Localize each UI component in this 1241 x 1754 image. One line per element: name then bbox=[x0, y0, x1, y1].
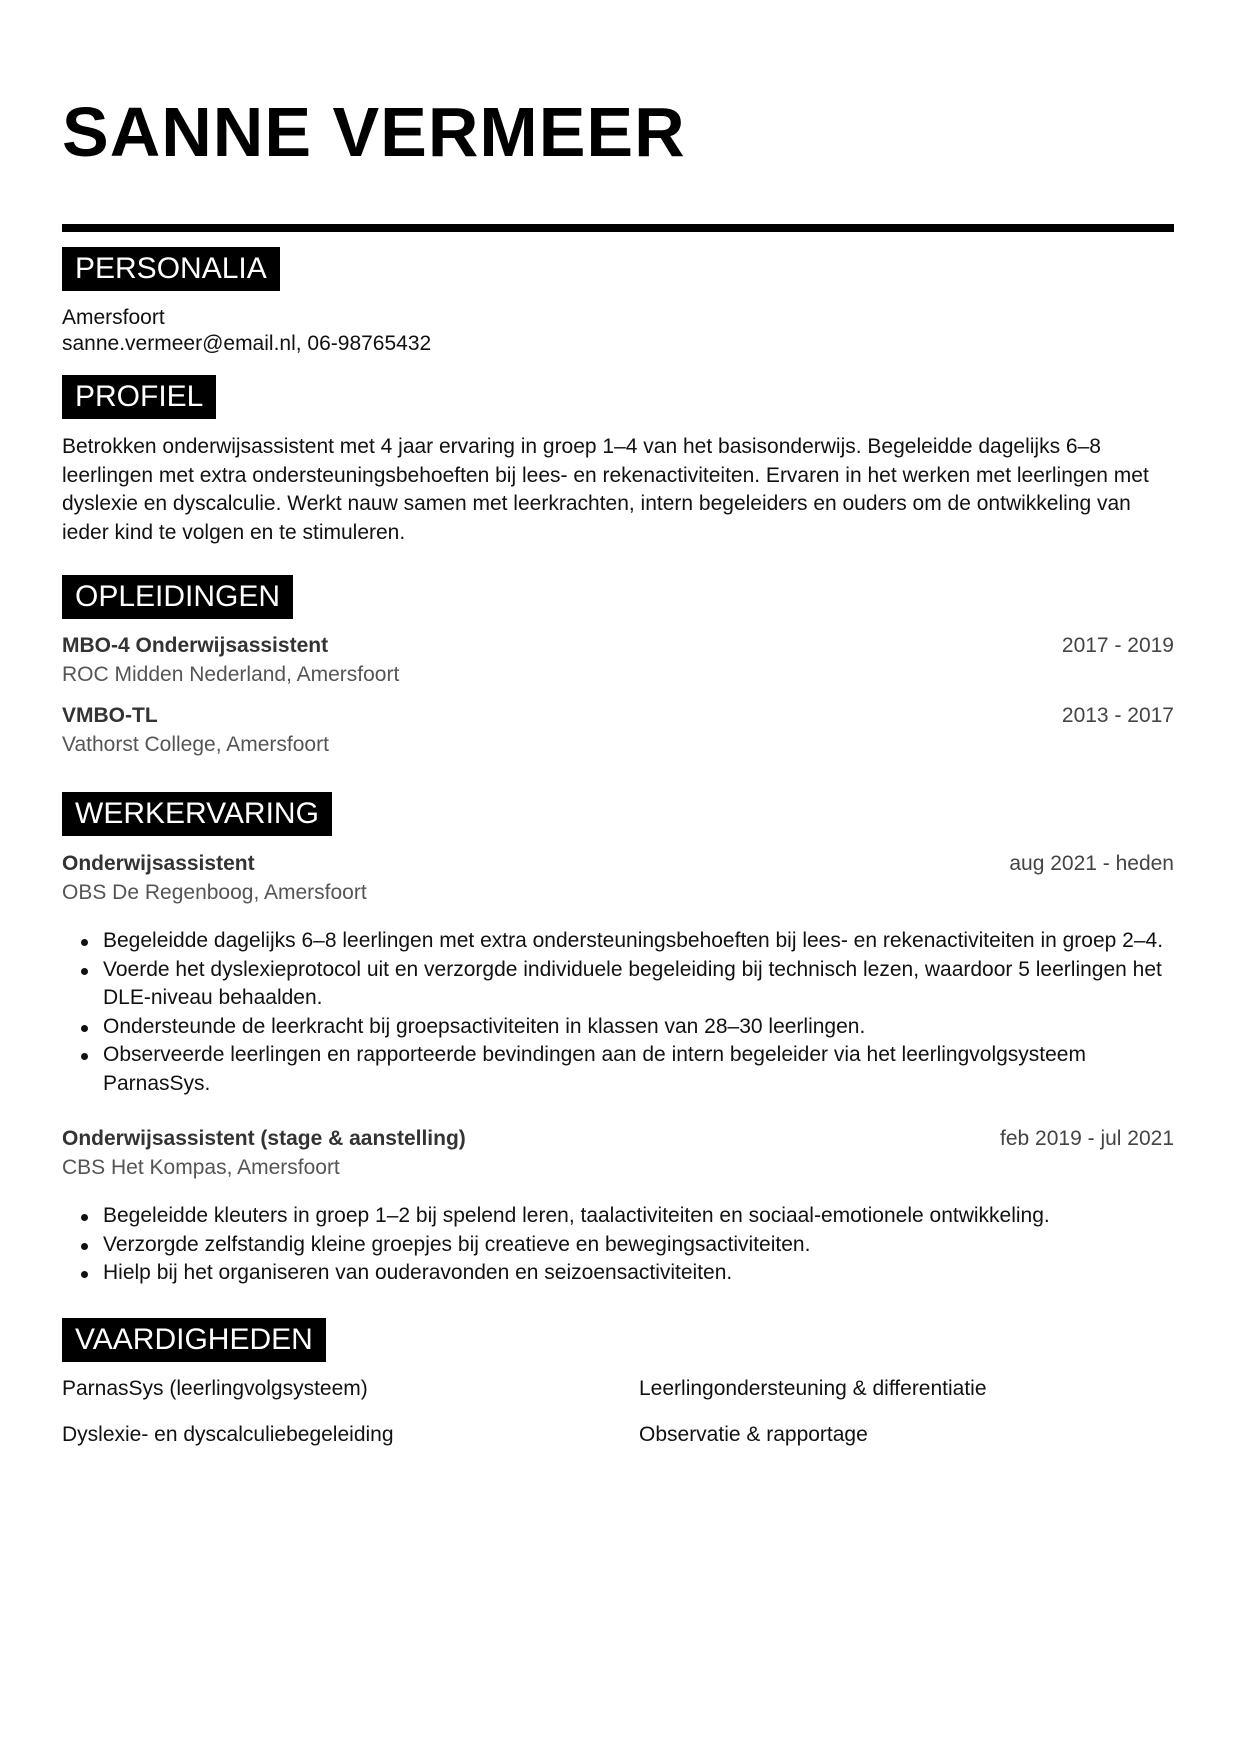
skill-item: Leerlingondersteuning & differentiatie bbox=[639, 1377, 987, 1400]
education-title: MBO-4 Onderwijsassistent bbox=[62, 634, 329, 657]
section-heading-werkervaring: WERKERVARING bbox=[62, 792, 332, 836]
job-employer: CBS Het Kompas, Amersfoort bbox=[62, 1156, 340, 1179]
header-divider bbox=[62, 224, 1174, 232]
education-school: Vathorst College, Amersfoort bbox=[62, 733, 329, 756]
job-date: feb 2019 - jul 2021 bbox=[1000, 1127, 1174, 1150]
list-item: Voerde het dyslexieprotocol uit en verzorgde individuele begeleiding bij technisch lezen, waardoor 5 leerlingen het DLE-niveau behaalden. bbox=[62, 956, 1174, 1013]
job-title: Onderwijsassistent bbox=[62, 852, 255, 875]
list-item: Begeleidde dagelijks 6–8 leerlingen met extra ondersteuningsbehoeften bij lees- en rekenactiviteiten in groep 2–4. bbox=[62, 927, 1174, 956]
skill-item: ParnasSys (leerlingvolgsysteem) bbox=[62, 1377, 368, 1400]
section-heading-opleidingen: OPLEIDINGEN bbox=[62, 575, 293, 619]
skill-item: Observatie & rapportage bbox=[639, 1423, 868, 1446]
section-heading-profiel: PROFIEL bbox=[62, 375, 216, 419]
skill-item: Dyslexie- en dyscalculiebegeleiding bbox=[62, 1423, 394, 1446]
education-date: 2017 - 2019 bbox=[1061, 634, 1174, 657]
education-date: 2013 - 2017 bbox=[1061, 704, 1174, 727]
profile-summary: Betrokken onderwijsassistent met 4 jaar ervaring in groep 1–4 van het basisonderwijs. Begeleidde dagelijks 6–8 leerlingen met extra ondersteuningsbehoeften bij lees- en rekenactiviteiten. Ervaren in het werken met leerlingen met dyslexie en dyscalculie. Werkt nauw samen met leerkrachten, intern begeleiders en ouders om de ontwikkeling van ieder kind te volgen en te stimuleren. bbox=[62, 435, 1149, 544]
section-heading-vaardigheden: VAARDIGHEDEN bbox=[62, 1318, 326, 1362]
list-item: Hielp bij het organiseren van ouderavonden en seizoensactiviteiten. bbox=[62, 1259, 1174, 1288]
job-title: Onderwijsassistent (stage & aanstelling) bbox=[62, 1127, 466, 1150]
section-heading-personalia: PERSONALIA bbox=[62, 247, 280, 291]
personal-contact: sanne.vermeer@email.nl, 06-98765432 bbox=[62, 332, 432, 355]
candidate-name: SANNE VERMEER bbox=[62, 93, 686, 171]
personal-city: Amersfoort bbox=[62, 306, 165, 329]
education-title: VMBO-TL bbox=[62, 704, 158, 727]
job-responsibilities bbox=[62, 1202, 1174, 1288]
list-item: Verzorgde zelfstandig kleine groepjes bij creatieve en bewegingsactiviteiten. bbox=[62, 1231, 1174, 1260]
job-date: aug 2021 - heden bbox=[1009, 852, 1174, 875]
list-item: Observeerde leerlingen en rapporteerde bevindingen aan de intern begeleider via het leerlingvolgsysteem ParnasSys. bbox=[62, 1041, 1174, 1098]
education-school: ROC Midden Nederland, Amersfoort bbox=[62, 663, 400, 686]
list-item: Begeleidde kleuters in groep 1–2 bij spelend leren, taalactiviteiten en sociaal-emotionele ontwikkeling. bbox=[62, 1202, 1174, 1231]
list-item: Ondersteunde de leerkracht bij groepsactiviteiten in klassen van 28–30 leerlingen. bbox=[62, 1013, 1174, 1042]
job-employer: OBS De Regenboog, Amersfoort bbox=[62, 881, 367, 904]
job-responsibilities bbox=[62, 927, 1174, 1098]
